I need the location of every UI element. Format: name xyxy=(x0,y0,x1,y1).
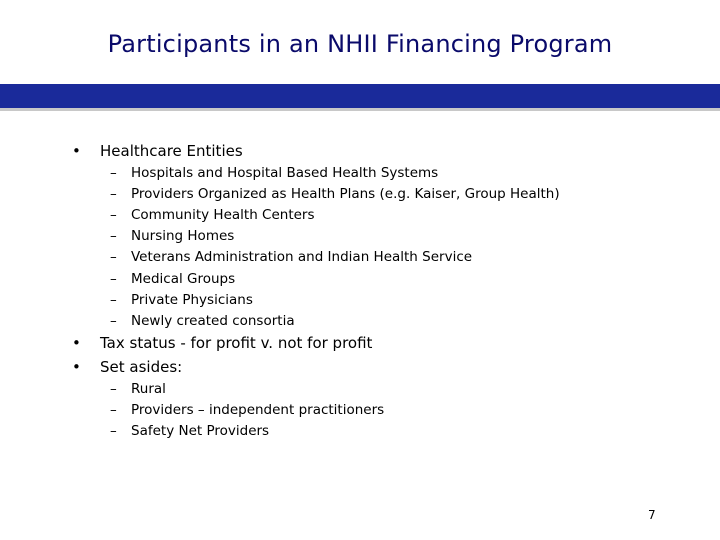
sub-item xyxy=(0,292,720,308)
dash-icon: – xyxy=(110,228,117,244)
sub-item-label: Providers – independent practitioners xyxy=(131,402,385,418)
dash-icon: – xyxy=(110,423,117,439)
sub-item xyxy=(0,207,720,223)
bullet-label: Healthcare Entities xyxy=(100,142,243,160)
page-number: 7 xyxy=(648,508,656,522)
sub-item xyxy=(0,423,720,439)
sub-item xyxy=(0,271,720,287)
slide-title: Participants in an NHII Financing Program xyxy=(107,30,613,58)
sub-item-label: Providers Organized as Health Plans (e.g. Kaiser, Group Health) xyxy=(131,186,560,202)
bullet-label: Set asides: xyxy=(100,358,183,376)
dash-icon: – xyxy=(110,249,117,265)
sub-item xyxy=(0,228,720,244)
dash-icon: – xyxy=(110,381,117,397)
bullet-label: Tax status - for profit v. not for profit xyxy=(100,334,373,352)
sub-item xyxy=(0,186,720,202)
dash-icon: – xyxy=(110,165,117,181)
sub-item xyxy=(0,313,720,329)
bullet-icon: • xyxy=(72,358,81,376)
sub-item-label: Hospitals and Hospital Based Health Systems xyxy=(131,165,439,181)
sub-item-label: Medical Groups xyxy=(131,271,236,287)
sub-item xyxy=(0,249,720,265)
sub-item-label: Veterans Administration and Indian Health Service xyxy=(131,249,473,265)
dash-icon: – xyxy=(110,292,117,308)
dash-icon: – xyxy=(110,207,117,223)
bullet-icon: • xyxy=(72,142,81,160)
sub-item xyxy=(0,402,720,418)
sub-item-label: Community Health Centers xyxy=(131,207,315,223)
sub-item-label: Rural xyxy=(131,381,166,397)
dash-icon: – xyxy=(110,313,117,329)
dash-icon: – xyxy=(110,186,117,202)
sub-item-label: Private Physicians xyxy=(131,292,253,308)
sub-item-label: Nursing Homes xyxy=(131,228,235,244)
sub-item xyxy=(0,381,720,397)
sub-item-label: Newly created consortia xyxy=(131,313,295,329)
bullet-icon: • xyxy=(72,334,81,352)
sub-item-label: Safety Net Providers xyxy=(131,423,270,439)
dash-icon: – xyxy=(110,402,117,418)
dash-icon: – xyxy=(110,271,117,287)
sub-item xyxy=(0,165,720,181)
